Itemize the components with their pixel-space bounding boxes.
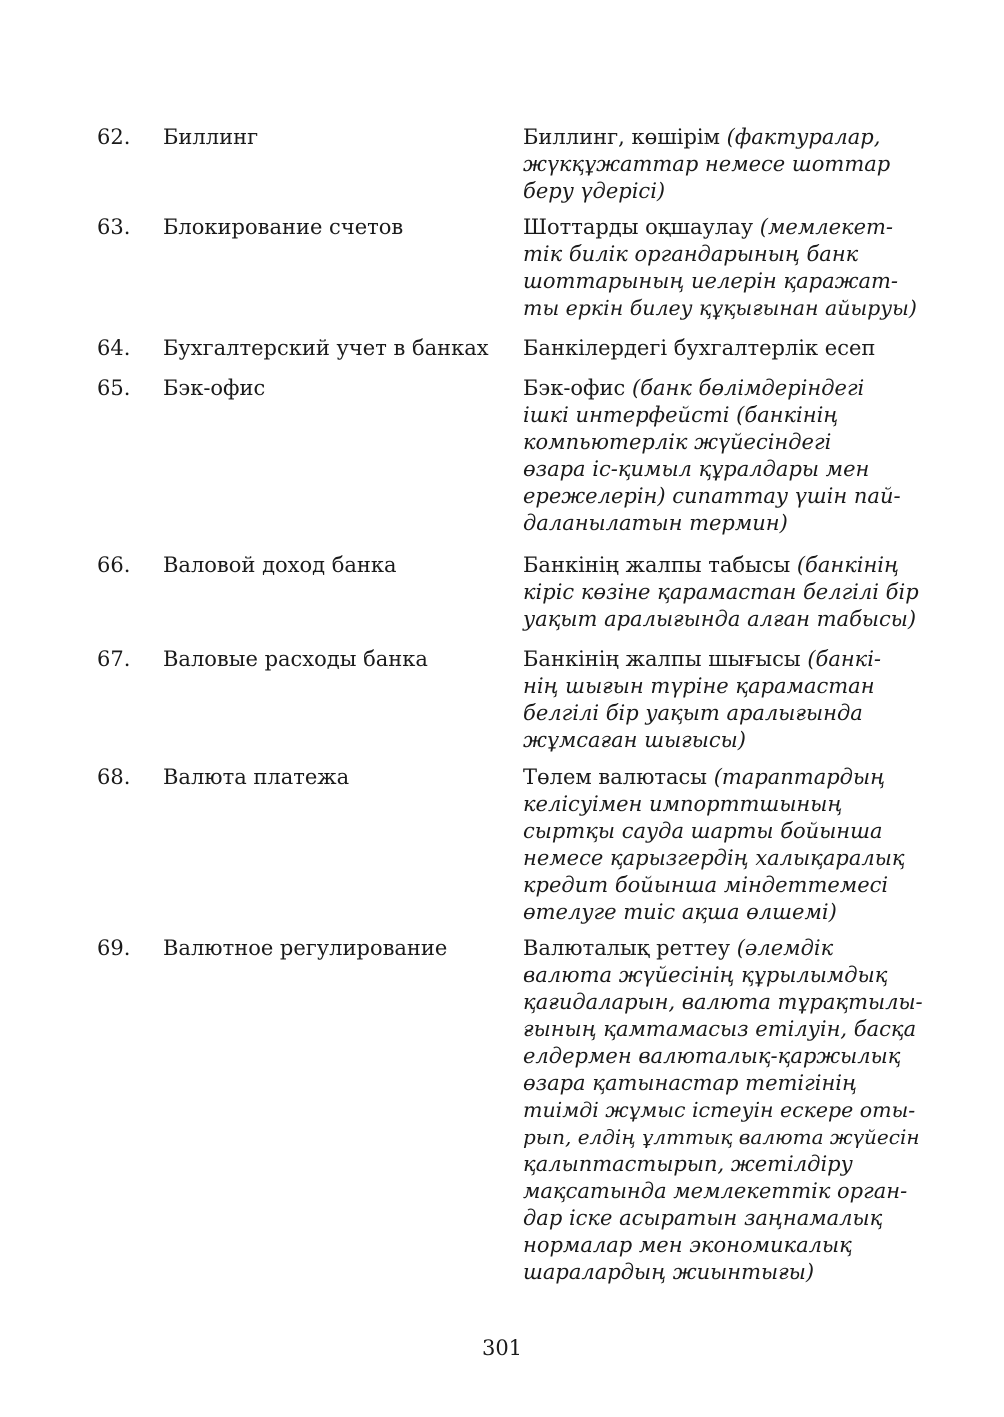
definition-explanation: даланылатын термин)	[523, 511, 788, 535]
definition-line	[523, 1097, 923, 1124]
definition-explanation: рып, елдің ұлттық валюта жүйесін	[523, 1125, 920, 1149]
definition-line	[523, 673, 923, 700]
definition-line	[523, 1124, 923, 1151]
definition-explanation: (банкі-	[807, 647, 882, 671]
definition-line	[523, 510, 923, 537]
definition-term: Валюталық реттеу	[523, 936, 737, 960]
definition-explanation: белгілі бір уақыт аралығында	[523, 701, 863, 725]
entry-number: 66.	[97, 553, 131, 577]
definition-line	[523, 579, 923, 606]
definition-line	[523, 124, 923, 151]
entry-russian-term: Бухгалтерский учет в банках	[163, 336, 489, 360]
definition-explanation: (банк бөлімдеріндегі	[631, 376, 865, 400]
entry-number: 65.	[97, 376, 131, 400]
definition-explanation: қалыптастырып, жетілдіру	[523, 1152, 853, 1176]
entry-russian-term: Бэк-офис	[163, 376, 266, 400]
entry-russian-term: Биллинг	[163, 125, 259, 149]
entry-number: 68.	[97, 765, 131, 789]
entry-number: 64.	[97, 336, 131, 360]
entry-kazakh-definition	[523, 935, 923, 1286]
definition-explanation: беру үдерісі)	[523, 179, 666, 203]
definition-explanation: шаралардың жиынтығы)	[523, 1260, 815, 1284]
definition-line	[523, 646, 923, 673]
definition-explanation: ты еркін билеу құқығынан айыруы)	[523, 296, 917, 320]
definition-line	[523, 989, 923, 1016]
definition-explanation: кіріс көзіне қарамастан белгілі бір	[523, 580, 919, 604]
definition-line	[523, 1205, 923, 1232]
definition-line	[523, 402, 923, 429]
definition-explanation: келісуімен импорттшының	[523, 792, 843, 816]
definition-line	[523, 178, 923, 205]
definition-explanation: тиімді жұмыс істеуін ескере оты-	[523, 1098, 916, 1122]
definition-line	[523, 700, 923, 727]
definition-term: Төлем валютасы	[523, 765, 714, 789]
definition-line	[523, 1070, 923, 1097]
definition-line	[523, 1043, 923, 1070]
definition-term: Банкінің жалпы шығысы	[523, 647, 808, 671]
entry-number: 67.	[97, 647, 131, 671]
definition-line	[523, 1151, 923, 1178]
definition-explanation: компьютерлік жүйесіндегі	[523, 430, 832, 454]
definition-line	[523, 214, 923, 241]
definition-term: Банкінің жалпы табысы	[523, 553, 797, 577]
definition-explanation: (банкінің	[796, 553, 899, 577]
definition-line	[523, 375, 923, 402]
definition-explanation: (әлемдік	[736, 936, 834, 960]
definition-line	[523, 483, 923, 510]
entry-russian-term: Валовые расходы банка	[163, 647, 428, 671]
definition-line	[523, 899, 923, 926]
entry-kazakh-definition	[523, 764, 923, 926]
definition-explanation: ғының қамтамасыз етілуін, басқа	[523, 1017, 917, 1041]
definition-line	[523, 818, 923, 845]
entry-kazakh-definition	[523, 375, 923, 537]
definition-explanation: нормалар мен экономикалық	[523, 1233, 852, 1257]
definition-line	[523, 1259, 923, 1286]
definition-explanation: өтелуге тиіс ақша өлшемі)	[523, 900, 837, 924]
definition-explanation: ережелерін) сипаттау үшін пай-	[523, 484, 901, 508]
definition-line	[523, 456, 923, 483]
definition-line	[523, 1178, 923, 1205]
definition-explanation: кредит бойынша міндеттемесі	[523, 873, 889, 897]
definition-line	[523, 845, 923, 872]
entry-russian-term: Валюта платежа	[163, 765, 350, 789]
entry-russian-term: Валютное регулирование	[163, 936, 448, 960]
definition-line	[523, 295, 923, 322]
definition-line	[523, 1016, 923, 1043]
definition-explanation: жүкқұжаттар немесе шоттар	[523, 152, 891, 176]
definition-term: Биллинг, көшірім	[523, 125, 727, 149]
entry-kazakh-definition	[523, 124, 923, 205]
definition-explanation: тік билік органдарының банк	[523, 242, 859, 266]
definition-line	[523, 151, 923, 178]
entry-number: 69.	[97, 936, 131, 960]
definition-explanation: сыртқы сауда шарты бойынша	[523, 819, 883, 843]
definition-term: Банкілердегі бухгалтерлік есеп	[523, 336, 876, 360]
definition-explanation: валюта жүйесінің құрылымдық	[523, 963, 888, 987]
definition-line	[523, 872, 923, 899]
definition-line	[523, 335, 923, 362]
definition-explanation: шоттарының иелерін қаражат-	[523, 269, 898, 293]
definition-line	[523, 268, 923, 295]
definition-explanation: немесе қарызгердің халықаралық	[523, 846, 905, 870]
entry-number: 63.	[97, 215, 131, 239]
entry-russian-term: Блокирование счетов	[163, 215, 404, 239]
definition-line	[523, 727, 923, 754]
entry-russian-term: Валовой доход банка	[163, 553, 397, 577]
definition-explanation: мақсатында мемлекеттік орган-	[523, 1179, 908, 1203]
definition-term: Шоттарды оқшаулау	[523, 215, 760, 239]
definition-line	[523, 791, 923, 818]
definition-explanation: жұмсаған шығысы)	[523, 728, 746, 752]
definition-explanation: нің шығын түріне қарамастан	[523, 674, 875, 698]
definition-explanation: уақыт аралығында алған табысы)	[523, 607, 917, 631]
entry-kazakh-definition	[523, 335, 923, 362]
definition-line	[523, 1232, 923, 1259]
definition-line	[523, 606, 923, 633]
entry-kazakh-definition	[523, 214, 923, 322]
definition-line	[523, 764, 923, 791]
entry-kazakh-definition	[523, 552, 923, 633]
definition-line	[523, 935, 923, 962]
definition-explanation: ішкі интерфейсті (банкінің	[523, 403, 839, 427]
definition-line	[523, 241, 923, 268]
definition-explanation: (тараптардың	[713, 765, 886, 789]
definition-explanation: өзара қатынастар тетігінің	[523, 1071, 857, 1095]
definition-explanation: (фактуралар,	[726, 125, 881, 149]
definition-line	[523, 552, 923, 579]
definition-term: Бэк-офис	[523, 376, 632, 400]
definition-line	[523, 429, 923, 456]
definition-explanation: елдермен валюталық-қаржылық	[523, 1044, 901, 1068]
definition-explanation: дар іске асыратын заңнамалық	[523, 1206, 883, 1230]
definition-line	[523, 962, 923, 989]
entry-kazakh-definition	[523, 646, 923, 754]
definition-explanation: қағидаларын, валюта тұрақтылы-	[523, 990, 923, 1014]
entry-number: 62.	[97, 125, 131, 149]
definition-explanation: (мемлекет-	[759, 215, 894, 239]
page-number: 301	[481, 1336, 523, 1360]
definition-explanation: өзара іс-қимыл құралдары мен	[523, 457, 870, 481]
